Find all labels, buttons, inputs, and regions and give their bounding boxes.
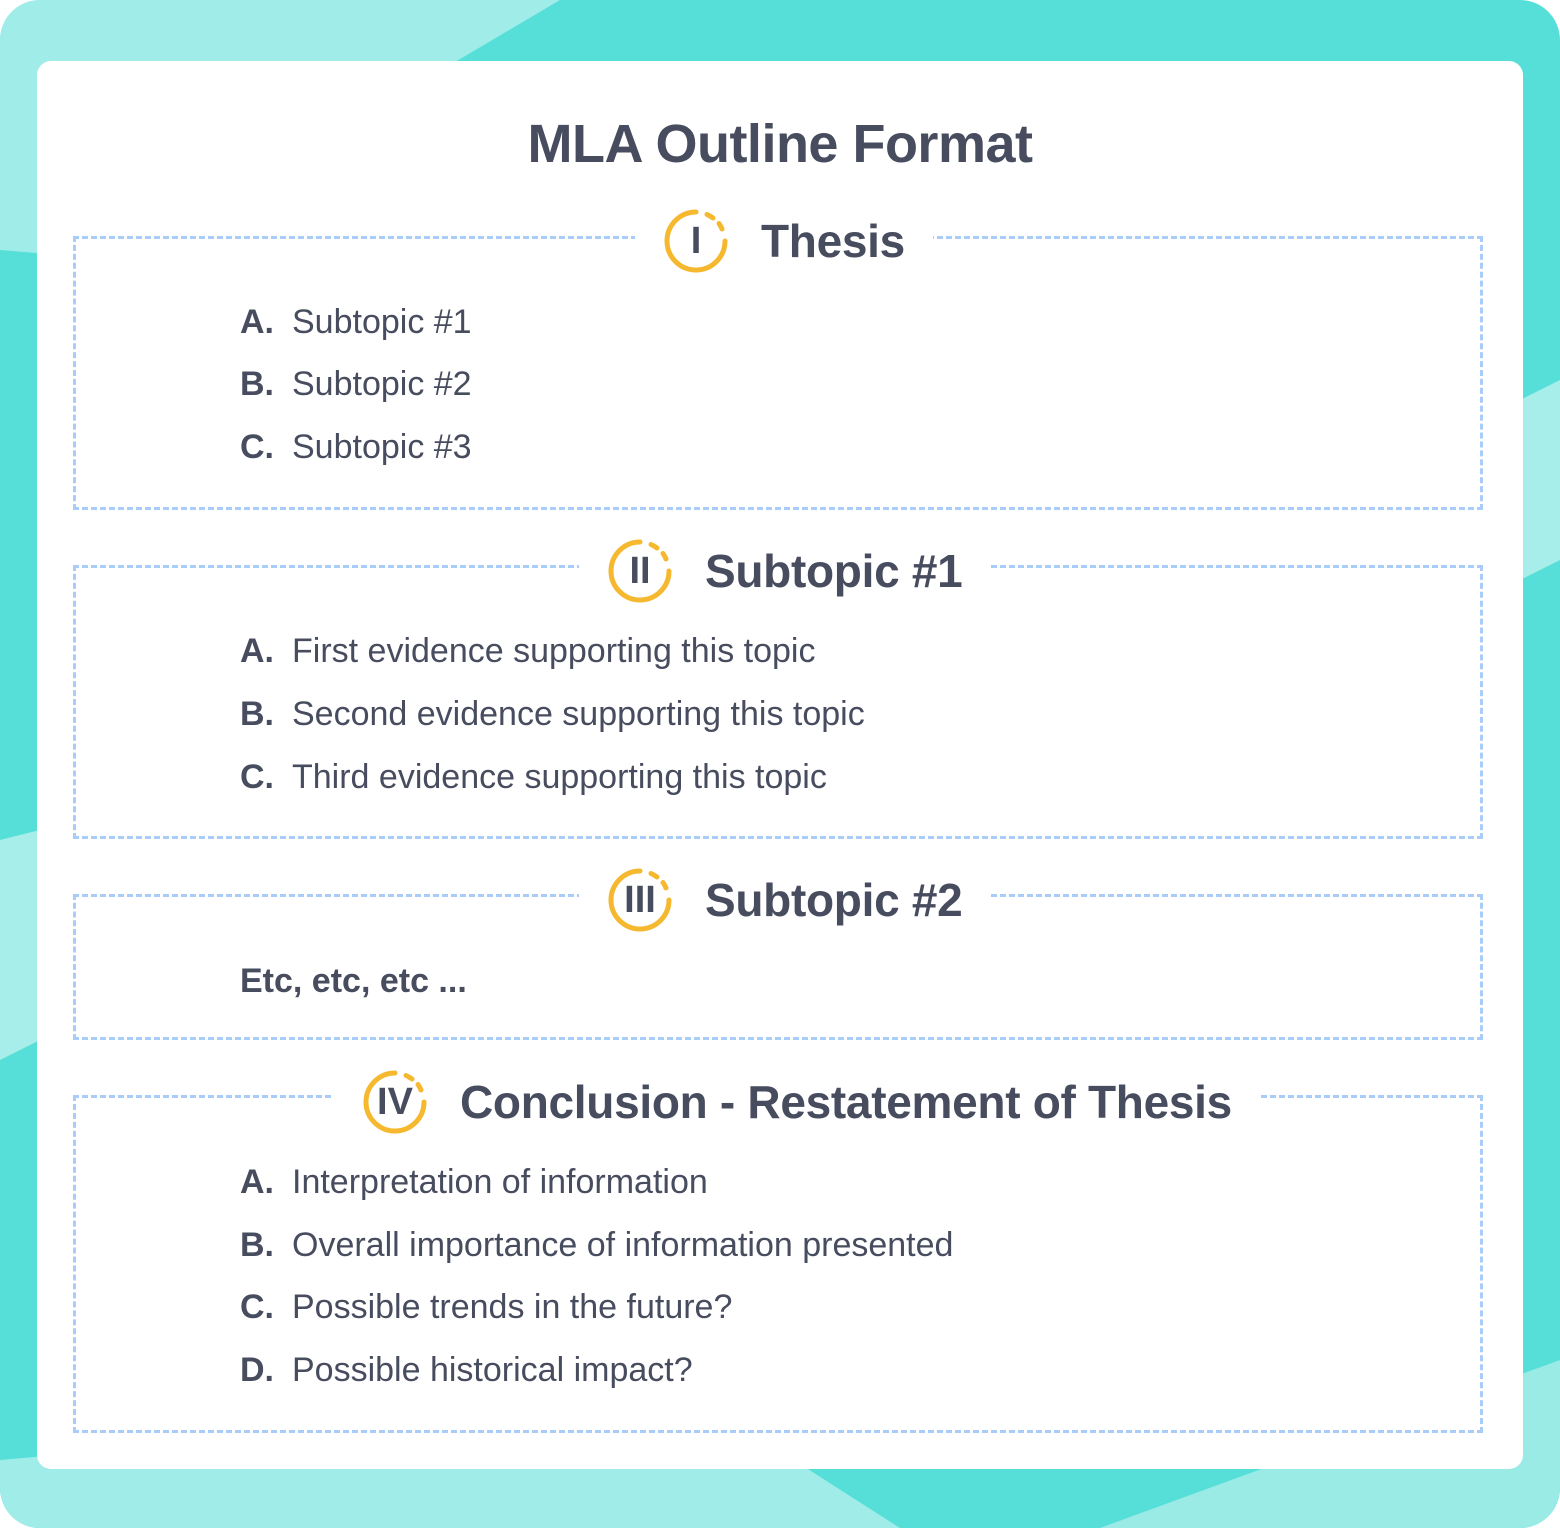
section-numeral: I: [690, 220, 702, 262]
section-title: Subtopic #2: [705, 874, 963, 926]
numeral-badge: [607, 867, 673, 933]
item-text: Subtopic #2: [292, 365, 472, 403]
section-numeral: III: [624, 879, 656, 921]
item-text: First evidence supporting this topic: [292, 632, 816, 670]
item-text: Subtopic #3: [292, 428, 472, 466]
section-numeral: IV: [377, 1081, 413, 1123]
section-title: Conclusion - Restatement of Thesis: [460, 1076, 1232, 1128]
section-header-subtopic-2: [579, 860, 990, 940]
section-title: Subtopic #1: [705, 545, 963, 597]
item-label: B.: [240, 365, 274, 403]
item-label: C.: [240, 428, 274, 466]
list-item: [240, 364, 472, 404]
section-title: Thesis: [761, 215, 905, 267]
section-note: Etc, etc, etc ...: [240, 962, 467, 1000]
list-item: [240, 631, 815, 671]
item-text: Possible trends in the future?: [292, 1288, 733, 1326]
item-label: D.: [240, 1351, 274, 1389]
numeral-badge: [663, 208, 729, 274]
list-item: [240, 1287, 732, 1327]
section-numeral: II: [629, 550, 651, 592]
list-item: [240, 1225, 953, 1265]
list-item: [240, 694, 865, 734]
item-label: B.: [240, 1226, 274, 1264]
item-label: A.: [240, 303, 274, 341]
item-label: A.: [240, 632, 274, 670]
item-label: B.: [240, 695, 274, 733]
list-item: [240, 427, 472, 467]
numeral-badge: [362, 1069, 428, 1135]
section-header-thesis: [635, 201, 933, 281]
list-item: [240, 302, 472, 342]
section-header-conclusion: [334, 1062, 1260, 1142]
numeral-badge: [607, 538, 673, 604]
item-text: Third evidence supporting this topic: [292, 758, 827, 796]
item-text: Subtopic #1: [292, 303, 472, 341]
section-header-subtopic-1: [579, 531, 990, 611]
item-label: A.: [240, 1163, 274, 1201]
list-item: [240, 757, 827, 797]
item-text: Overall importance of information presented: [292, 1226, 954, 1264]
list-item: [240, 1350, 693, 1390]
item-label: C.: [240, 1288, 274, 1326]
item-text: Interpretation of information: [292, 1163, 708, 1201]
list-item: [240, 1162, 708, 1202]
item-text: Second evidence supporting this topic: [292, 695, 865, 733]
page-title: MLA Outline Format: [527, 114, 1033, 174]
item-label: C.: [240, 758, 274, 796]
item-text: Possible historical impact?: [292, 1351, 693, 1389]
